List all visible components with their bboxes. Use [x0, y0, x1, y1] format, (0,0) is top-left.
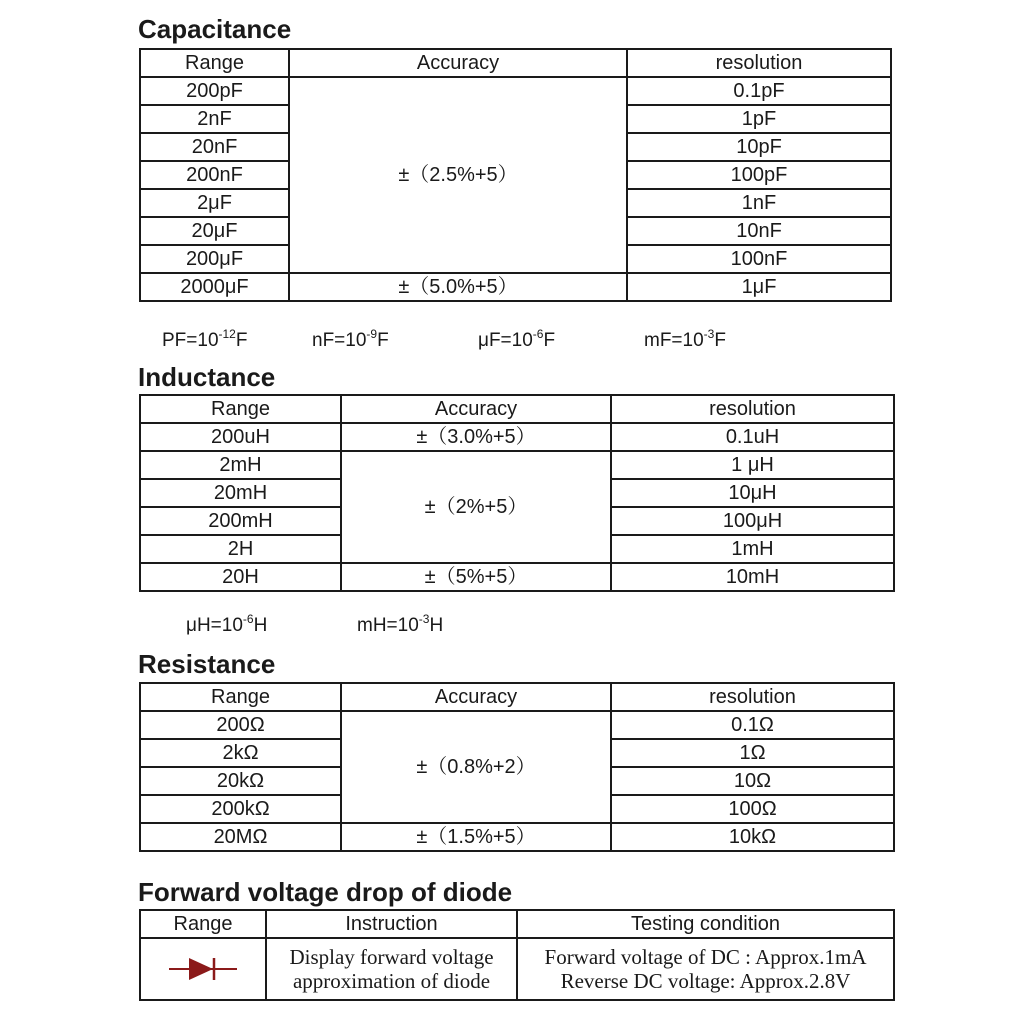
unit-note: $nF=10^{-9}F$ [312, 326, 389, 351]
resolution-cell: 100nF [627, 245, 891, 273]
header-accuracy: Accuracy [341, 395, 611, 423]
range-cell: 20nF [140, 133, 289, 161]
testing-condition-cell [517, 938, 894, 1000]
accuracy-cell: ±（1.5%+5） [341, 823, 611, 851]
resolution-cell: 100pF [627, 161, 891, 189]
range-cell: 200mH [140, 507, 341, 535]
range-cell: 20mH [140, 479, 341, 507]
resolution-cell: 100μH [611, 507, 894, 535]
range-cell: 200kΩ [140, 795, 341, 823]
range-cell: 200nF [140, 161, 289, 189]
resolution-cell: 10pF [627, 133, 891, 161]
diode-icon [167, 956, 239, 982]
table-header-row [140, 49, 891, 77]
capacitance-title: Capacitance [138, 14, 292, 44]
header-instruction: Instruction [266, 910, 517, 938]
instruction-cell [266, 938, 517, 1000]
inductance-table [139, 394, 895, 592]
accuracy-cell: ±（0.8%+2） [341, 711, 611, 823]
unit-note: $mF=10^{-3}F$ [644, 326, 726, 351]
condition-line: Reverse DC voltage: Approx.2.8V [560, 969, 851, 993]
table-row [140, 423, 894, 451]
header-resolution: resolution [627, 49, 891, 77]
table-row [140, 823, 894, 851]
range-cell: 2μF [140, 189, 289, 217]
accuracy-cell: ±（5.0%+5） [289, 273, 627, 301]
resolution-cell: 10μH [611, 479, 894, 507]
accuracy-cell: ±（3.0%+5） [341, 423, 611, 451]
resolution-cell: 1nF [627, 189, 891, 217]
table-header-row [140, 910, 894, 938]
inductance-title: Inductance [138, 362, 276, 392]
range-cell: 2nF [140, 105, 289, 133]
resistance-table [139, 682, 895, 852]
table-header-row [140, 683, 894, 711]
resolution-cell: 0.1pF [627, 77, 891, 105]
resolution-cell: 10kΩ [611, 823, 894, 851]
range-cell: 200μF [140, 245, 289, 273]
resolution-cell: 10Ω [611, 767, 894, 795]
range-cell: 20H [140, 563, 341, 591]
resolution-cell: 1μF [627, 273, 891, 301]
resolution-cell: 0.1Ω [611, 711, 894, 739]
table-header-row [140, 395, 894, 423]
resolution-cell: 100Ω [611, 795, 894, 823]
header-range: Range [140, 49, 289, 77]
range-cell: 200Ω [140, 711, 341, 739]
resolution-cell: 1pF [627, 105, 891, 133]
table-row [140, 273, 891, 301]
range-cell: 20MΩ [140, 823, 341, 851]
resolution-cell: 10mH [611, 563, 894, 591]
table-row [140, 711, 894, 739]
table-row [140, 563, 894, 591]
header-resolution: resolution [611, 395, 894, 423]
range-cell: 2mH [140, 451, 341, 479]
unit-note: $PF=10^{-12}F$ [162, 326, 248, 351]
accuracy-cell: ±（5%+5） [341, 563, 611, 591]
unit-note: $\mu F=10^{-6}F$ [478, 326, 556, 351]
diode-table [139, 909, 895, 1001]
range-cell: 2000μF [140, 273, 289, 301]
header-testing-condition: Testing condition [517, 910, 894, 938]
range-cell: 200uH [140, 423, 341, 451]
range-cell: 20kΩ [140, 767, 341, 795]
capacitance-table [139, 48, 892, 302]
unit-note: $\mu H=10^{-6}H$ [186, 611, 268, 636]
unit-note: $mH=10^{-3}H$ [357, 611, 444, 636]
table-row [140, 451, 894, 479]
range-cell: 200pF [140, 77, 289, 105]
accuracy-cell: ±（2.5%+5） [289, 77, 627, 273]
instruction-line: Display forward voltage [289, 945, 494, 969]
diode-symbol-cell [140, 938, 266, 1000]
range-cell: 2H [140, 535, 341, 563]
table-row [140, 77, 891, 105]
header-range: Range [140, 910, 266, 938]
resistance-title: Resistance [138, 649, 276, 679]
range-cell: 2kΩ [140, 739, 341, 767]
resolution-cell: 1mH [611, 535, 894, 563]
header-range: Range [140, 683, 341, 711]
header-range: Range [140, 395, 341, 423]
header-accuracy: Accuracy [341, 683, 611, 711]
header-accuracy: Accuracy [289, 49, 627, 77]
instruction-line: approximation of diode [292, 969, 491, 993]
accuracy-cell: ±（2%+5） [341, 451, 611, 563]
table-row [140, 938, 894, 1000]
diode-title: Forward voltage drop of diode [138, 877, 513, 907]
resolution-cell: 1 μH [611, 451, 894, 479]
condition-line: Forward voltage of DC : Approx.1mA [544, 945, 867, 969]
resolution-cell: 1Ω [611, 739, 894, 767]
resolution-cell: 0.1uH [611, 423, 894, 451]
range-cell: 20μF [140, 217, 289, 245]
resolution-cell: 10nF [627, 217, 891, 245]
header-resolution: resolution [611, 683, 894, 711]
